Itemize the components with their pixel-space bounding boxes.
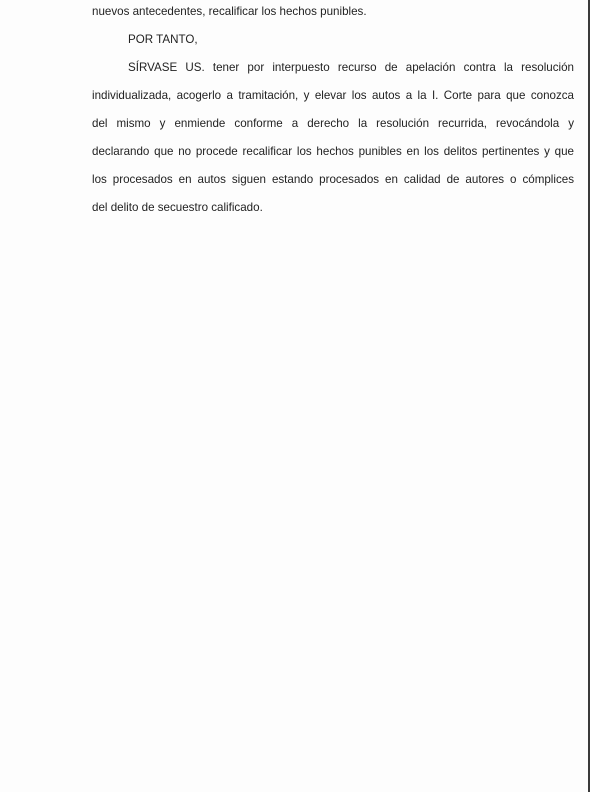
petition-line-3: del mismo y enmiende conforme a derecho la resolución recurrida, revocándola y — [92, 117, 574, 130]
petition-line-1: SÍRVASE US. tener por interpuesto recurso de apelación contra la resolución — [128, 61, 574, 74]
document-body — [92, 0, 574, 224]
por-tanto-heading: POR TANTO, — [128, 33, 198, 46]
petition-line-4: declarando que no procede recalificar los hechos punibles en los delitos pertinentes y que — [92, 145, 574, 158]
paragraph-tail-line: nuevos antecedentes, recalificar los hechos punibles. — [92, 5, 367, 18]
petition-line-2: individualizada, acogerlo a tramitación, y elevar los autos a la I. Corte para que conozca — [92, 89, 574, 102]
petition-line-6: del delito de secuestro calificado. — [92, 201, 263, 214]
page-margin — [590, 0, 612, 792]
petition-line-5: los procesados en autos siguen estando procesados en calidad de autores o cómplices — [92, 173, 574, 186]
